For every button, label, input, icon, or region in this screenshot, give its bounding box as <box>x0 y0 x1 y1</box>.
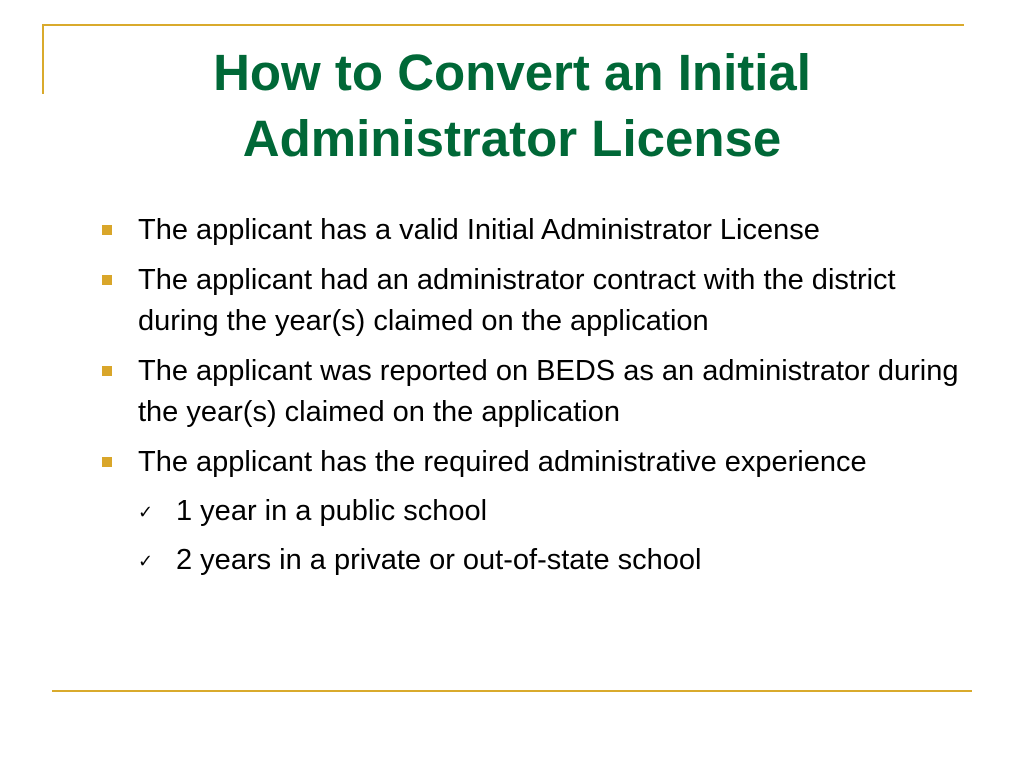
square-bullet-icon <box>102 225 112 235</box>
square-bullet-icon <box>102 275 112 285</box>
sub-bullet-text: 1 year in a public school <box>176 495 488 527</box>
bullet-text: The applicant was reported on BEDS as an administrator during the year(s) claimed on the application <box>138 355 959 428</box>
frame-bottom-line <box>52 690 972 692</box>
sub-bullet-list <box>138 491 970 581</box>
checkmark-icon: ✓ <box>138 551 154 572</box>
sub-bullet-item <box>138 540 970 581</box>
frame-top-line <box>42 24 964 26</box>
square-bullet-icon <box>102 366 112 376</box>
sub-bullet-text: 2 years in a private or out-of-state school <box>176 544 702 576</box>
bullet-item <box>100 260 970 342</box>
bullet-item <box>100 442 970 581</box>
slide-title: How to Convert an Initial Administrator License <box>213 44 811 167</box>
square-bullet-icon <box>102 457 112 467</box>
bullet-text: The applicant has the required administrative experience <box>138 446 867 478</box>
bullet-item <box>100 210 970 251</box>
sub-bullet-item <box>138 491 970 532</box>
bullet-text: The applicant had an administrator contract with the district during the year(s) claimed on the application <box>138 264 896 337</box>
bullet-text: The applicant has a valid Initial Administrator License <box>138 214 820 246</box>
frame-left-line <box>42 24 44 94</box>
bullet-list <box>100 210 970 590</box>
bullet-item <box>100 351 970 433</box>
checkmark-icon: ✓ <box>138 502 154 523</box>
